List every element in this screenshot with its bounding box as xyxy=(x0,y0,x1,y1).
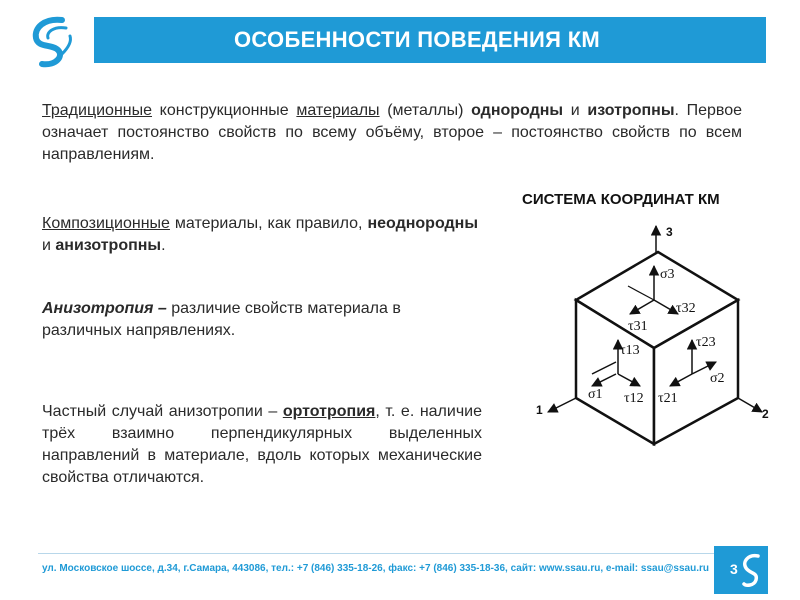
text-heterogeneous: неоднородны xyxy=(367,215,478,232)
diagram-title: СИСТЕМА КООРДИНАТ КМ xyxy=(522,191,720,208)
stress-label-sigma2: σ2 xyxy=(710,371,725,386)
ssau-logo xyxy=(32,14,76,70)
stress-label-sigma3: σ3 xyxy=(660,267,675,282)
footer-divider xyxy=(38,553,728,554)
coordinate-cube-diagram xyxy=(530,222,775,457)
text-anisotropy-term: Анизотропия – xyxy=(42,300,167,317)
stress-label-tau13: τ13 xyxy=(620,343,640,358)
stress-label-tau32: τ32 xyxy=(676,301,696,316)
text-span: и xyxy=(42,237,56,254)
text-span: , т. е. наличие трёх взаимно перпендикулярных выделенных направлений в материале, вдоль которых механические свойства отличаются. xyxy=(42,403,482,486)
axis-2-label: 2 xyxy=(762,407,769,421)
axis-3-label: 3 xyxy=(666,225,673,239)
text-traditional: Традиционные xyxy=(42,102,153,119)
stress-label-tau23: τ23 xyxy=(696,335,716,350)
text-isotropic: изотропны xyxy=(587,102,675,119)
text-span: (металлы) xyxy=(379,102,472,119)
text-span: материалы, как правило, xyxy=(169,215,368,232)
text-anisotropic: анизотропны xyxy=(55,237,162,254)
logo-mark-icon xyxy=(740,552,764,588)
axis-1-label: 1 xyxy=(536,403,543,417)
footer-contacts: ул. Московское шоссе, д.34, г.Самара, 443086, тел.: +7 (846) 335-18-26, факс: +7 (846) 335-18-36, сайт: www.ssau.ru, e-mail: ssau@ssau.ru xyxy=(42,563,710,574)
page-title: ОСОБЕННОСТИ ПОВЕДЕНИЯ КМ xyxy=(94,17,766,63)
text-span: и xyxy=(563,102,588,119)
paragraph-anisotropy xyxy=(42,298,478,342)
stress-label-tau12: τ12 xyxy=(624,391,644,406)
paragraph-traditional xyxy=(42,100,742,166)
text-orthotropy: ортотропия xyxy=(282,403,376,420)
text-materials: материалы xyxy=(296,102,380,119)
text-span: различие свойств материала в различных напрявлениях. xyxy=(42,300,401,339)
paragraph-composite xyxy=(42,213,478,257)
stress-label-sigma1: σ1 xyxy=(588,387,603,402)
page-number-badge xyxy=(714,546,768,594)
text-composite: Композиционные xyxy=(42,215,170,232)
stress-label-tau21: τ21 xyxy=(658,391,678,406)
stress-label-tau31: τ31 xyxy=(628,319,648,334)
text-homogeneous: однородны xyxy=(471,102,564,119)
text-span: . xyxy=(161,237,166,254)
text-span: Частный случай анизотропии – xyxy=(42,403,283,420)
paragraph-orthotropy xyxy=(42,401,482,489)
text-span: . Первое означает постоянство свойств по всему объёму, второе – постоянство свойств по всем направлениям. xyxy=(42,102,743,163)
page-number: 3 xyxy=(730,561,738,577)
text-span: конструкционные xyxy=(152,102,297,119)
